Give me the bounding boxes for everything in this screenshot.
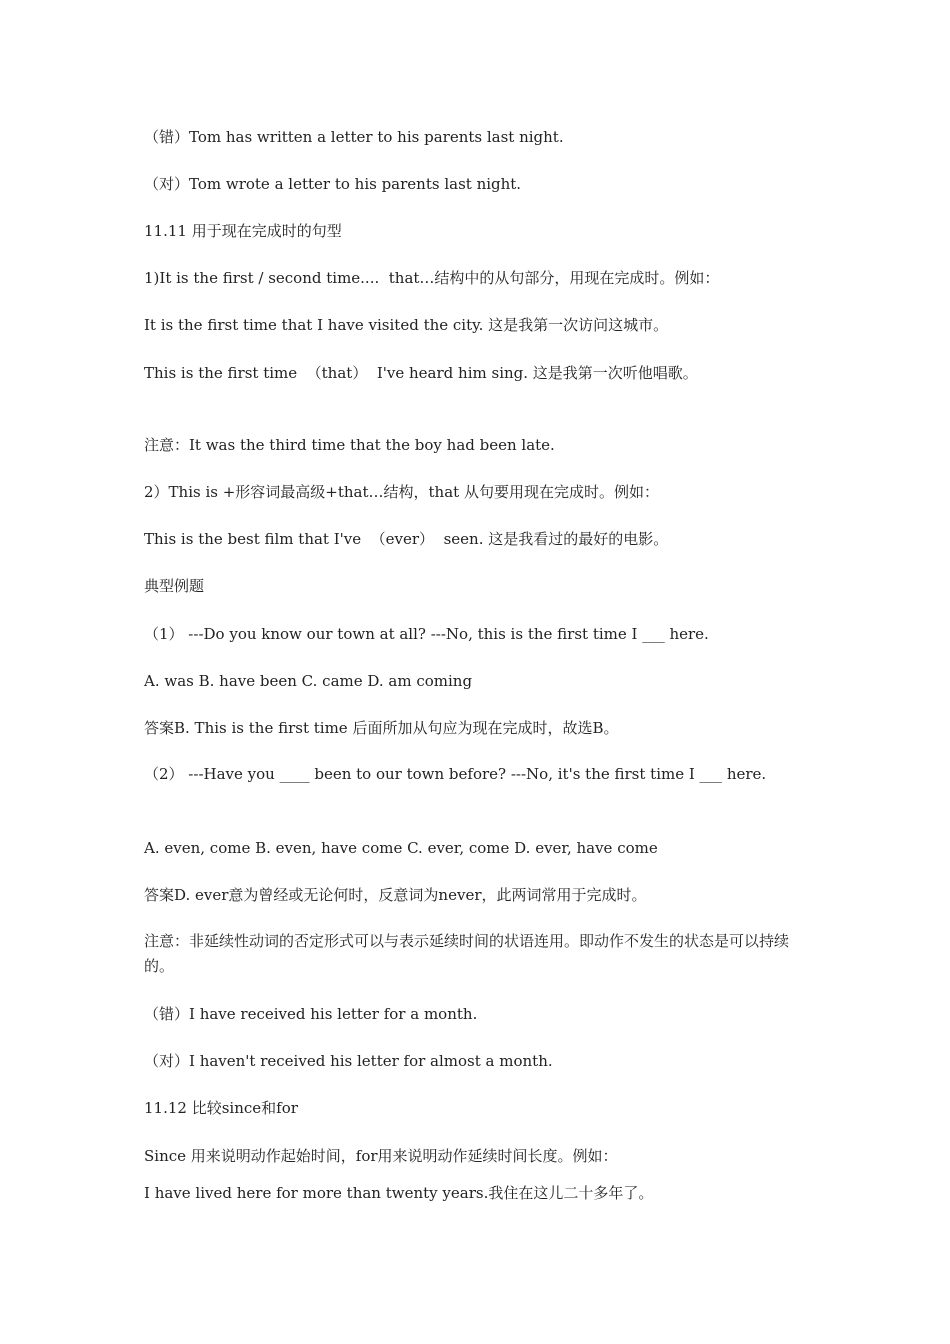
section-heading-11-11: 11.11 用于现在完成时的句型 bbox=[144, 222, 342, 240]
section-heading-11-12: 11.12 比较since和for bbox=[144, 1099, 298, 1117]
rule-1: 1)It is the first / second time.... that…结构中的从句部分，用现在完成时。例如： bbox=[144, 269, 720, 287]
example-sentence-4: I have lived here for more than twenty years.我住在这儿二十多年了。 bbox=[144, 1184, 654, 1202]
question-2: （2） ---Have you ____ been to our town before? ---No, it's the first time I ___ here. bbox=[144, 765, 767, 783]
typical-examples-heading: 典型例题 bbox=[144, 577, 205, 595]
answer-1: 答案B. This is the first time 后面所加从句应为现在完成时，故选B。 bbox=[144, 719, 619, 737]
example-sentence-3: This is the best film that I've （ever） seen. 这是我看过的最好的电影。 bbox=[144, 530, 669, 548]
wrong-example-2: （错）I have received his letter for a month. bbox=[144, 1005, 478, 1023]
note-2: 注意：非延续性动词的否定形式可以与表示延续时间的状语连用。即动作不发生的状态是可以持续的。 bbox=[144, 932, 790, 975]
answer-2: 答案D. ever意为曾经或无论何时，反意词为never，此两词常用于完成时。 bbox=[144, 886, 647, 904]
note-1: 注意：It was the third time that the boy had been late. bbox=[144, 436, 555, 454]
question-1-options: A. was B. have been C. came D. am coming bbox=[144, 672, 473, 690]
wrong-example-1: （错）Tom has written a letter to his parents last night. bbox=[144, 128, 564, 146]
correct-example-2: （对）I haven't received his letter for almost a month. bbox=[144, 1052, 553, 1070]
example-sentence-2: This is the first time （that） I've heard him sing. 这是我第一次听他唱歌。 bbox=[144, 364, 698, 382]
example-sentence-1: It is the first time that I have visited the city. 这是我第一次访问这城市。 bbox=[144, 316, 669, 334]
question-2-options: A. even, come B. even, have come C. ever, come D. ever, have come bbox=[144, 839, 658, 857]
question-1: （1） ---Do you know our town at all? ---No, this is the first time I ___ here. bbox=[144, 625, 709, 643]
since-for-explanation: Since 用来说明动作起始时间，for用来说明动作延续时间长度。例如： bbox=[144, 1147, 618, 1165]
rule-2: 2）This is +形容词最高级+that…结构，that 从句要用现在完成时。例如： bbox=[144, 483, 659, 501]
correct-example-1: （对）Tom wrote a letter to his parents last night. bbox=[144, 175, 522, 193]
